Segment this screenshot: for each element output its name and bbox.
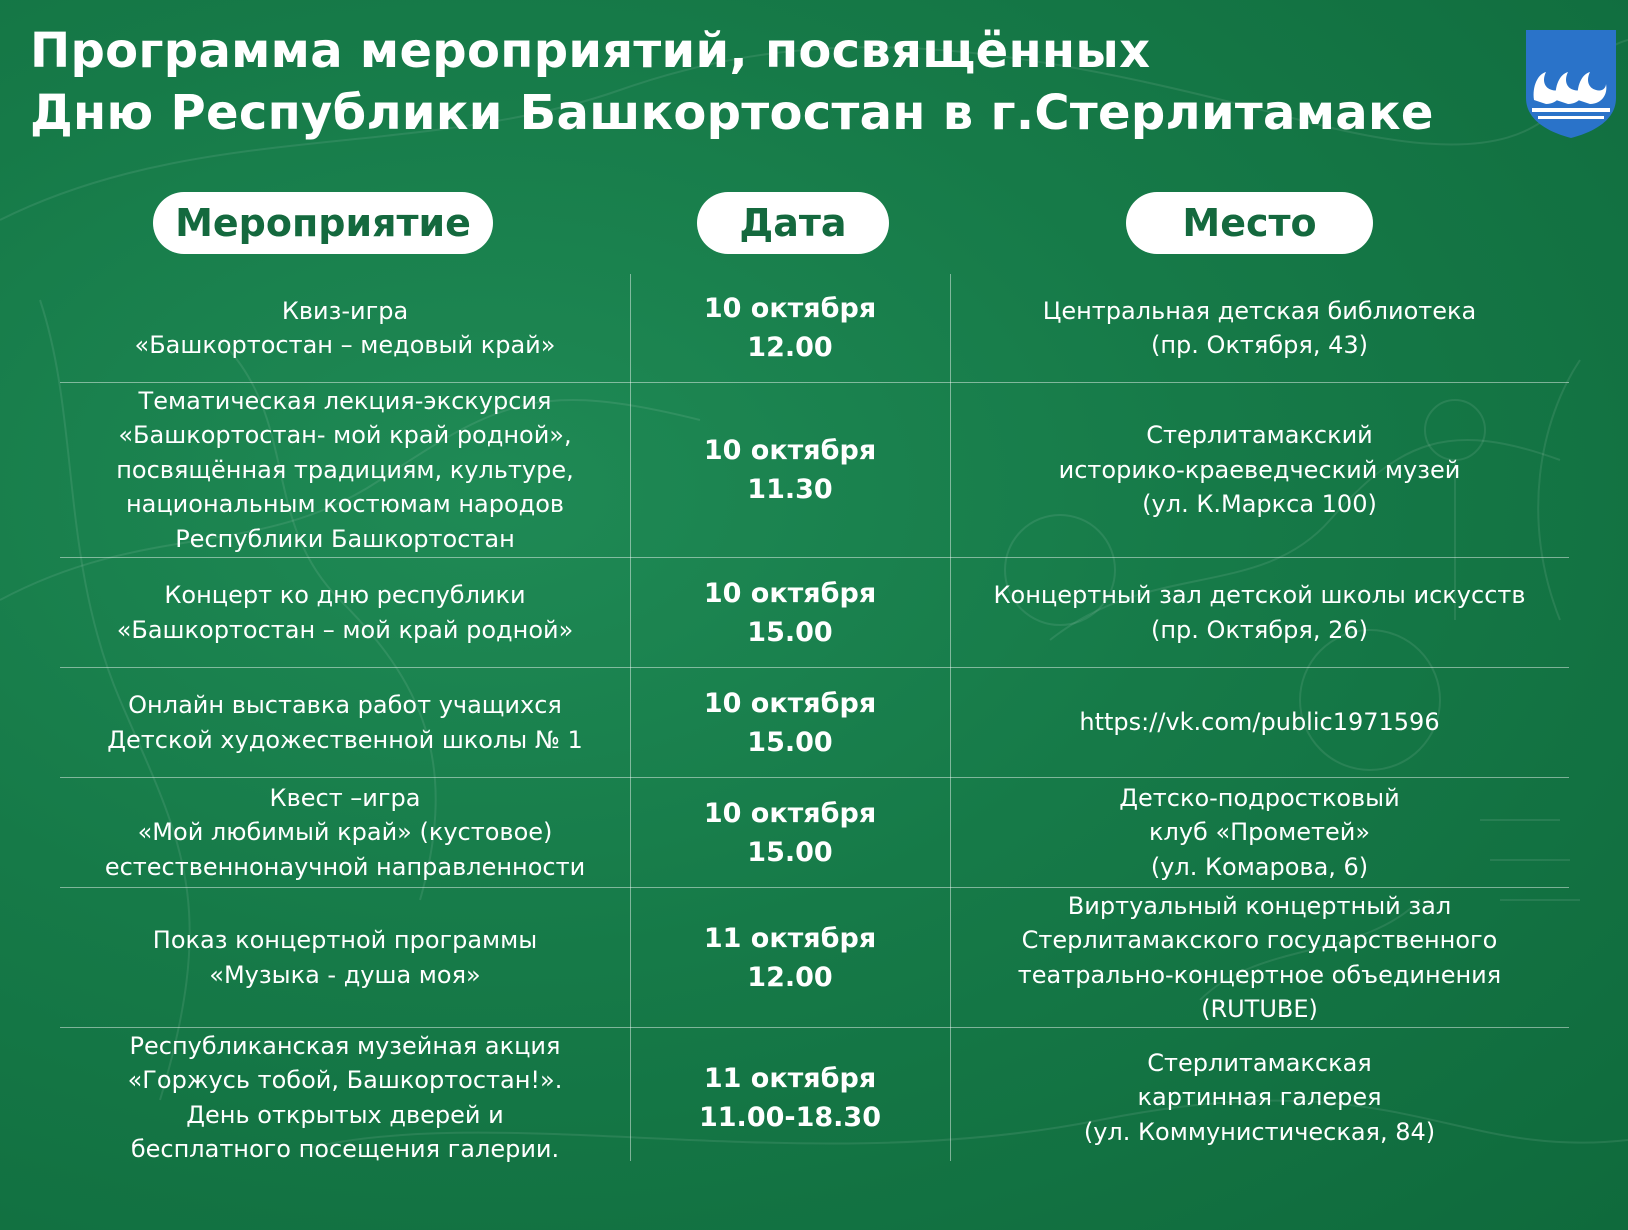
table-row (60, 558, 1569, 668)
date-cell (630, 274, 950, 382)
event-line: Республиканская музейная акция (129, 1031, 561, 1060)
date-time: 11.00-18.30 (698, 1101, 881, 1133)
table-row (60, 274, 1569, 383)
date-time: 15.00 (747, 726, 833, 758)
event-line: «Башкортостан – мой край родной» (116, 615, 574, 644)
place-line: (пр. Октября, 43) (1151, 331, 1368, 359)
event-cell (60, 778, 630, 887)
header-event: Мероприятие (153, 192, 493, 254)
header-date: Дата (697, 192, 889, 254)
event-line: посвящённая традициям, культуре, (116, 455, 574, 484)
place-line: (пр. Октября, 26) (1151, 615, 1368, 644)
place-line: Центральная детская библиотека (1042, 296, 1477, 325)
place-link[interactable]: https://vk.com/public1971596 (1079, 708, 1440, 737)
event-line: Тематическая лекция-экскурсия (138, 386, 552, 415)
date-time: 15.00 (747, 616, 833, 648)
date-day: 10 октября (703, 293, 877, 324)
table-row (60, 668, 1569, 778)
event-cell (60, 1028, 630, 1167)
event-line: День открытых дверей и (186, 1100, 504, 1129)
page-title-line-1: Программа мероприятий, посвящённых (30, 23, 1151, 79)
event-line: Показ концертной программы (152, 926, 538, 954)
date-cell (630, 778, 950, 887)
event-line: Концерт ко дню республики (164, 581, 526, 609)
place-cell (950, 668, 1569, 777)
place-cell (950, 558, 1569, 667)
event-line: бесплатного посещения галерии. (130, 1135, 560, 1163)
event-line: «Башкортостан- мой край родной», (118, 421, 572, 450)
event-cell (60, 558, 630, 667)
date-day: 10 октября (703, 687, 877, 719)
date-time: 12.00 (747, 961, 833, 993)
header-place: Место (1126, 192, 1373, 254)
event-line: Квиз-игра (281, 296, 409, 325)
place-line: Стерлитамакского государственного (1021, 926, 1498, 954)
event-cell (60, 383, 630, 557)
date-cell (630, 558, 950, 667)
event-line: Онлайн выставка работ учащихся (128, 691, 562, 719)
place-cell (950, 383, 1569, 557)
event-line: «Горжусь тобой, Башкортостан!». (127, 1066, 563, 1094)
event-cell (60, 888, 630, 1027)
city-coat-of-arms-icon (1524, 28, 1618, 140)
place-cell (950, 778, 1569, 887)
place-line: (ул. Коммунистическая, 84) (1083, 1117, 1436, 1146)
place-line: (RUTUBE) (1201, 995, 1318, 1023)
event-line: Квест –игра (269, 783, 421, 812)
event-line: «Башкортостан – медовый край» (134, 331, 556, 359)
event-line: национальным костюмам народов (125, 490, 565, 519)
date-time: 11.30 (747, 474, 833, 505)
date-day: 10 октября (703, 797, 877, 829)
date-day: 11 октября (703, 1062, 877, 1094)
place-line: (ул. Комарова, 6) (1150, 852, 1369, 881)
event-line: «Мой любимый край» (кустовое) (137, 818, 553, 847)
table-row (60, 888, 1569, 1028)
place-line: Детско-подростковый (1119, 783, 1400, 812)
place-cell (950, 274, 1569, 382)
place-line: Стерлитамакский (1146, 421, 1373, 450)
page-title-line-2: Дню Республики Башкортостан в г.Стерлитамаке (30, 85, 1434, 141)
place-line: Стерлитамакская (1147, 1048, 1372, 1077)
date-day: 11 октября (703, 922, 877, 954)
place-line: клуб «Прометей» (1148, 818, 1370, 847)
event-cell (60, 274, 630, 382)
event-cell (60, 668, 630, 777)
date-day: 10 октября (703, 577, 877, 609)
date-day: 10 октября (703, 435, 877, 466)
place-line: (ул. К.Маркса 100) (1142, 490, 1377, 519)
date-cell (630, 668, 950, 777)
date-cell (630, 383, 950, 557)
event-line: Республики Башкортостан (175, 524, 515, 553)
place-line: Виртуальный концертный зал (1067, 891, 1452, 920)
date-time: 12.00 (747, 332, 833, 363)
date-cell (630, 888, 950, 1027)
place-line: картинная галерея (1137, 1083, 1382, 1112)
event-line: «Музыка - душа моя» (209, 960, 481, 989)
table-row (60, 778, 1569, 888)
page-title (30, 20, 1500, 144)
date-time: 15.00 (747, 836, 833, 868)
place-line: Концертный зал детской школы искусств (993, 581, 1526, 609)
place-line: театрально-концертное объединения (1017, 960, 1502, 989)
event-line: естественнонаучной направленности (104, 852, 586, 881)
place-line: историко-краеведческий музей (1058, 455, 1461, 484)
events-table (60, 274, 1569, 1167)
date-cell (630, 1028, 950, 1167)
place-cell (950, 888, 1569, 1027)
table-row (60, 1028, 1569, 1167)
event-line: Детской художественной школы № 1 (107, 725, 583, 754)
table-row (60, 383, 1569, 558)
place-cell (950, 1028, 1569, 1167)
